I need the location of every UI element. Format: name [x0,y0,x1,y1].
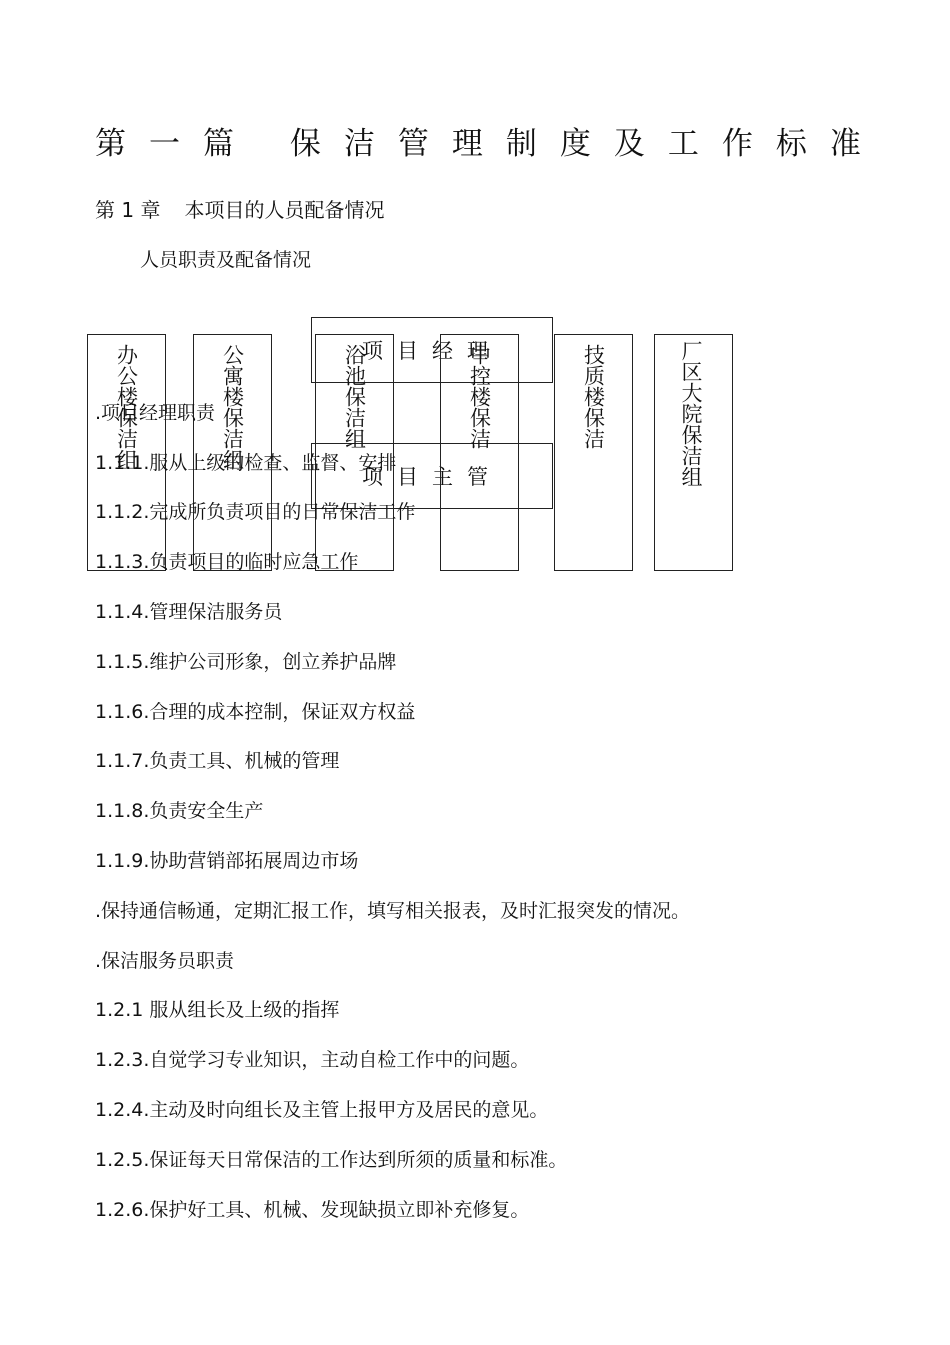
text-line: .项目经理职责 [95,402,216,424]
text-line: 1.2.1 服从组长及上级的指挥 [95,999,340,1021]
text-line: 1.2.6.保护好工具、机械、发现缺损立即补充修复。 [95,1199,530,1221]
group-label-tech-building: 技质楼保洁 [581,344,606,449]
text-line: 1.1.1.服从上级的检查、监督、安排 [95,452,397,474]
chapter-title: 本项目的人员配备情况 [184,198,385,222]
text-line: 1.1.3.负责项目的临时应急工作 [95,551,359,573]
group-label-bathhouse: 浴池保洁组 [342,344,367,449]
text-line: 1.2.3.自觉学习专业知识，主动自检工作中的问题。 [95,1049,530,1071]
text-line: .保洁服务员职责 [95,950,235,972]
text-line: 1.2.4.主动及时向组长及主管上报甲方及居民的意见。 [95,1099,549,1121]
chapter-heading [95,194,384,223]
supervisor-label: 项目主管 [362,465,502,489]
text-line: 1.1.6.合理的成本控制，保证双方权益 [95,701,416,723]
section-subheading: 人员职责及配备情况 [140,249,312,271]
group-label-office: 办公楼保洁组 [114,344,139,470]
text-line: 1.1.9.协助营销部拓展周边市场 [95,850,359,872]
text-line: 1.1.8.负责安全生产 [95,800,264,822]
chapter-number: 第 1 章 [95,198,161,222]
document-title: 第一篇 保洁管理制度及工作标准 [95,126,884,162]
group-label-control-building: 中控楼保洁 [467,344,492,449]
group-label-apartment: 公寓楼保洁组 [220,344,245,470]
group-label-factory-yard: 厂区大院保洁组 [679,340,703,487]
text-line: .保持通信畅通，定期汇报工作，填写相关报表，及时汇报突发的情况。 [95,900,691,922]
text-line: 1.2.5.保证每天日常保洁的工作达到所须的质量和标准。 [95,1149,568,1171]
text-line: 1.1.2.完成所负责项目的日常保洁工作 [95,501,416,523]
text-line: 1.1.7.负责工具、机械的管理 [95,750,340,772]
text-line: 1.1.5.维护公司形象，创立养护品牌 [95,651,397,673]
manager-label: 项目经理 [362,339,502,363]
text-line: 1.1.4.管理保洁服务员 [95,601,283,623]
